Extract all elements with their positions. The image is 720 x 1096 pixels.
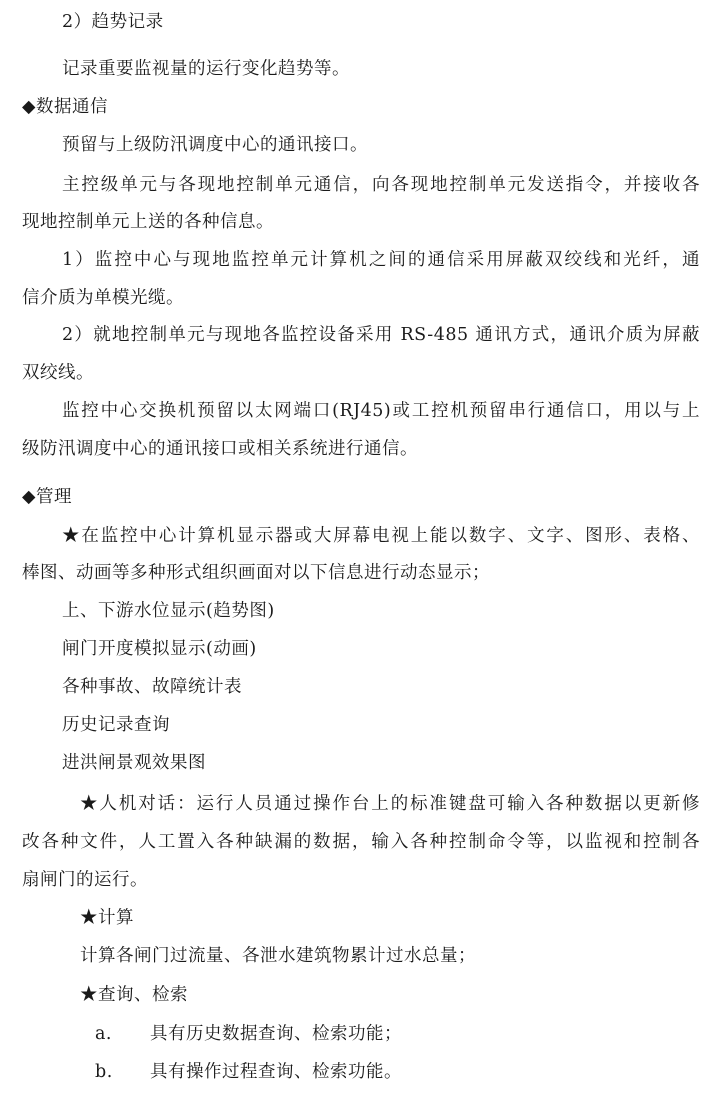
comm-p5-line2: 级防汛调度中心的通讯接口或相关系统进行通信。 — [22, 439, 418, 459]
query-item-label: b. — [95, 1062, 113, 1082]
mgmt-display-line1: ★在监控中心计算机显示器或大屏幕电视上能以数字、文字、图形、表格、 — [62, 526, 700, 546]
display-item: 进洪闸景观效果图 — [62, 753, 206, 773]
comm-p4-line2: 双绞线。 — [22, 363, 94, 383]
comm-p5-line1: 监控中心交换机预留以太网端口(RJ45)或工控机预留串行通信口，用以与上 — [62, 401, 700, 421]
mgmt-display-line2: 棒图、动画等多种形式组织画面对以下信息进行动态显示； — [22, 563, 490, 583]
comm-p2-line1: 主控级单元与各现地控制单元通信，向各现地控制单元发送指令，并接收各 — [62, 175, 700, 195]
display-item: 闸门开度模拟显示(动画) — [62, 639, 257, 659]
comm-p3-line1: 1）监控中心与现地监控单元计算机之间的通信采用屏蔽双绞线和光纤，通 — [62, 250, 700, 270]
comm-p2-line2: 现地控制单元上送的各种信息。 — [22, 212, 274, 232]
calc-body: 计算各闸门过流量、各泄水建筑物累计过水总量； — [80, 946, 476, 966]
comm-p4-line1: 2）就地控制单元与现地各监控设备采用 RS-485 通讯方式，通讯介质为屏蔽 — [62, 325, 700, 345]
mgmt-heading: ◆管理 — [22, 487, 72, 507]
comm-p3-line2: 信介质为单模光缆。 — [22, 288, 184, 308]
display-item: 历史记录查询 — [62, 715, 170, 735]
display-item: 上、下游水位显示(趋势图) — [62, 601, 275, 621]
query-heading: ★查询、检索 — [80, 985, 188, 1005]
mgmt-hmi-line1: ★人机对话：运行人员通过操作台上的标准键盘可输入各种数据以更新修 — [80, 794, 700, 814]
trend-heading: 2）趋势记录 — [62, 12, 164, 32]
query-item-label: a. — [95, 1024, 112, 1044]
comm-heading: ◆数据通信 — [22, 97, 108, 117]
calc-heading: ★计算 — [80, 908, 134, 928]
query-item-text: 具有历史数据查询、检索功能； — [150, 1024, 402, 1044]
mgmt-hmi-line2: 改各种文件，人工置入各种缺漏的数据，输入各种控制命令等，以监视和控制各 — [22, 832, 700, 852]
display-item: 各种事故、故障统计表 — [62, 677, 242, 697]
trend-body: 记录重要监视量的运行变化趋势等。 — [62, 59, 350, 79]
comm-p1: 预留与上级防汛调度中心的通讯接口。 — [62, 135, 368, 155]
mgmt-hmi-line3: 扇闸门的运行。 — [22, 870, 148, 890]
query-item-text: 具有操作过程查询、检索功能。 — [150, 1062, 402, 1082]
